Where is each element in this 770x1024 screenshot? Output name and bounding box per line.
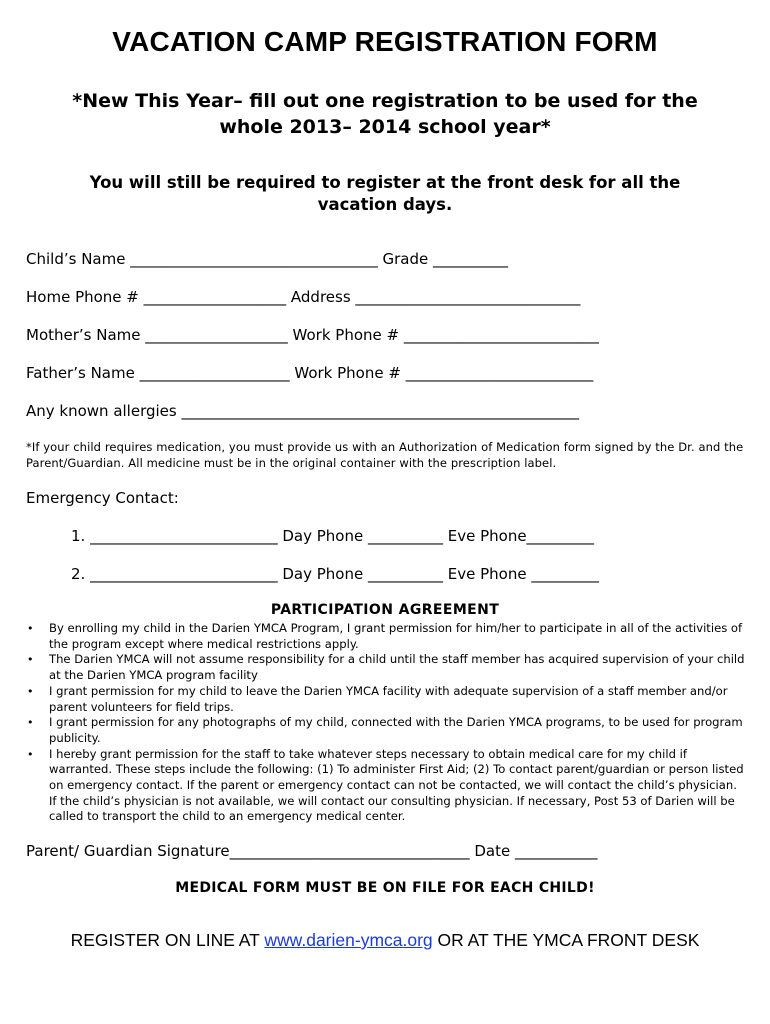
allergies-field[interactable]: Any known allergies _____________________________________________________ — [26, 402, 579, 420]
bullet-icon: • — [27, 684, 34, 698]
medication-note: *If your child requires medication, you must provide us with an Authorization of Medication form signed by the Dr. and the Parent/Guardian. All medicine must be in the original container with the prescription label. — [26, 440, 744, 470]
agreement-item — [24, 715, 746, 746]
emergency-contact-1-field[interactable]: 1. _________________________ Day Phone __________ Eve Phone_________ — [71, 527, 595, 545]
mother-name-work-phone-field[interactable]: Mother’s Name ___________________ Work Phone # __________________________ — [26, 326, 599, 344]
participation-agreement-heading: PARTICIPATION AGREEMENT — [270, 602, 500, 618]
ymca-website-link[interactable]: www.darien-ymca.org — [264, 930, 433, 950]
father-name-work-phone-field[interactable]: Father’s Name ____________________ Work Phone # _________________________ — [26, 364, 594, 382]
register-suffix-text: OR AT THE YMCA FRONT DESK — [432, 930, 700, 950]
bullet-icon: • — [27, 653, 34, 667]
home-phone-address-field[interactable]: Home Phone # ___________________ Address ______________________________ — [26, 288, 581, 306]
form-title: VACATION CAMP REGISTRATION FORM — [112, 26, 658, 57]
emergency-contact-2-field[interactable]: 2. _________________________ Day Phone __________ Eve Phone _________ — [71, 565, 599, 583]
guardian-signature-date-field[interactable]: Parent/ Guardian Signature________________________________ Date ___________ — [26, 842, 598, 860]
agreement-item-text: I hereby grant permission for the staff to take whatever steps necessary to obtain medical care for my child if warranted. These steps include the following: (1) To administer First Aid; (2) To contact parent/guardian or person listed on emergency contact. If the parent or emergency contact can not be contacted, we will contact the child’s physician. If the child’s physician is not available, we will contact our consulting physician. If necessary, Post 53 of Darien will be called to transport the child to an emergency medical center. — [49, 746, 744, 824]
medical-form-note: MEDICAL FORM MUST BE ON FILE FOR EACH CHILD! — [175, 880, 595, 896]
agreement-item-text: By enrolling my child in the Darien YMCA Program, I grant permission for him/her to participate in all of the activities of the program except where medical restrictions apply. — [49, 621, 743, 651]
child-name-grade-field[interactable]: Child’s Name _________________________________ Grade __________ — [26, 250, 508, 268]
participation-agreement-list — [24, 621, 746, 825]
form-subtitle: *New This Year– fill out one registration to be used for the whole 2013– 2014 school year* — [72, 90, 698, 138]
register-prefix-text: REGISTER ON LINE AT — [70, 930, 265, 950]
register-online-line — [0, 930, 770, 951]
agreement-item — [24, 652, 746, 683]
front-desk-notice: You will still be required to register at the front desk for all the vacation days. — [89, 173, 681, 214]
agreement-item — [24, 684, 746, 715]
agreement-item — [24, 747, 746, 826]
agreement-item — [24, 621, 746, 652]
bullet-icon: • — [27, 747, 34, 761]
agreement-item-text: I grant permission for any photographs of my child, connected with the Darien YMCA programs, to be used for program publicity. — [49, 715, 743, 745]
agreement-item-text: I grant permission for my child to leave the Darien YMCA facility with adequate supervision of a staff member and/or parent volunteers for field trips. — [49, 683, 728, 714]
agreement-item-text: The Darien YMCA will not assume responsibility for a child until the staff member has acquired supervision of your child at the Darien YMCA program facility — [49, 652, 745, 683]
emergency-contact-label: Emergency Contact: — [26, 489, 179, 507]
bullet-icon: • — [27, 716, 34, 730]
bullet-icon: • — [27, 622, 34, 635]
